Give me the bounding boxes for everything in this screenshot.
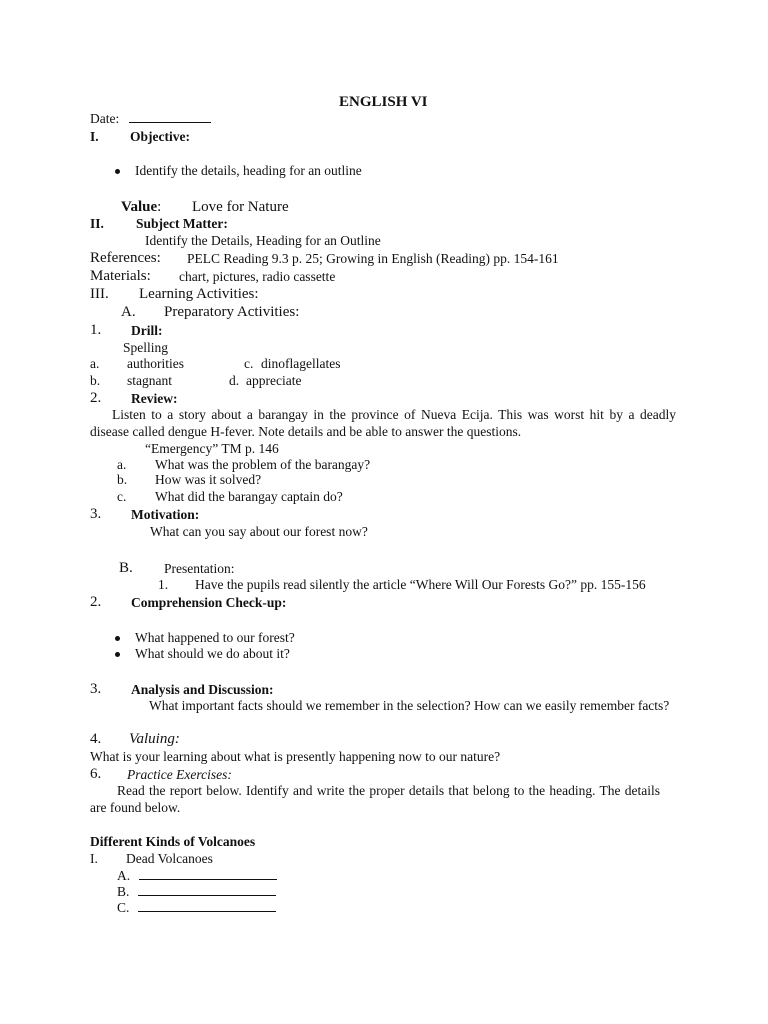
objective-item: Identify the details, heading for an outline [135, 163, 362, 178]
valuing-heading: Valuing: [129, 731, 180, 747]
practice-number: 6. [90, 766, 102, 782]
value-separator: : [157, 199, 162, 215]
valuing-number: 4. [90, 731, 102, 747]
value-line [121, 199, 161, 215]
comprehension-item: What should we do about it? [135, 646, 290, 661]
drill-letter: d. [229, 373, 240, 388]
subject-matter-number: II. [90, 216, 104, 231]
review-paragraph-text: Listen to a story about a barangay in the province of Nueva Ecija. This was worst hit by a deadly disease called dengue H-fever. Note details and be able to answer the questions. [90, 407, 676, 439]
motivation-number: 3. [90, 506, 102, 522]
date-blank [129, 111, 211, 123]
objective-heading: Objective: [130, 129, 190, 144]
answer-blank [138, 884, 276, 896]
blank-letter: C. [117, 900, 130, 915]
presentation-item: Have the pupils read silently the article “Where Will Our Forests Go?” pp. 155-156 [195, 577, 646, 592]
materials-label: Materials: [90, 268, 151, 284]
comprehension-item: What happened to our forest? [135, 630, 295, 645]
practice-paragraph [90, 783, 660, 816]
preparatory-letter: A. [121, 304, 136, 320]
value-label: Value [121, 199, 158, 215]
blank-letter: B. [117, 884, 130, 899]
drill-number: 1. [90, 322, 102, 338]
drill-letter: b. [90, 373, 101, 388]
motivation-heading: Motivation: [131, 507, 200, 522]
presentation-item-number: 1. [158, 577, 169, 592]
learning-number: III. [90, 286, 109, 302]
practice-paragraph-text: Read the report below. Identify and write the proper details that belong to the heading. The details are found below. [90, 783, 660, 815]
bullet-icon [115, 169, 120, 174]
review-question-letter: a. [117, 457, 127, 472]
review-number: 2. [90, 390, 102, 406]
value-text: Love for Nature [192, 199, 289, 215]
subject-matter-heading: Subject Matter: [136, 216, 228, 231]
drill-heading: Drill: [131, 323, 163, 338]
blank-item-b [117, 884, 276, 900]
analysis-paragraph [90, 698, 676, 715]
objective-number: I. [90, 129, 99, 144]
drill-word: authorities [127, 356, 184, 371]
drill-letter: c. [244, 356, 254, 371]
bullet-icon [115, 636, 120, 641]
blank-item-c [117, 900, 276, 916]
materials-text: chart, pictures, radio cassette [179, 269, 336, 284]
review-question: How was it solved? [155, 472, 262, 487]
blank-item-a [117, 868, 277, 884]
valuing-text: What is your learning about what is presently happening now to our nature? [90, 749, 501, 764]
references-label: References: [90, 250, 161, 266]
drill-letter: a. [90, 356, 100, 371]
answer-blank [139, 868, 277, 880]
volcanoes-heading: Different Kinds of Volcanoes [90, 834, 256, 849]
volcanoes-section-title: Dead Volcanoes [126, 851, 213, 866]
bullet-icon [115, 652, 120, 657]
date-label: Date: [90, 111, 120, 126]
drill-word: stagnant [127, 373, 172, 388]
analysis-number: 3. [90, 681, 102, 697]
date-line [90, 111, 211, 127]
references-text: PELC Reading 9.3 p. 25; Growing in English (Reading) pp. 154-161 [187, 251, 559, 266]
review-source: “Emergency” TM p. 146 [145, 441, 279, 456]
review-question-letter: c. [117, 489, 127, 504]
review-question: What was the problem of the barangay? [155, 457, 371, 472]
subject-topic: Identify the Details, Heading for an Outline [145, 233, 381, 248]
drill-word: dinoflagellates [261, 356, 341, 371]
review-heading: Review: [131, 391, 178, 406]
drill-word: appreciate [246, 373, 302, 388]
analysis-heading: Analysis and Discussion: [131, 682, 274, 697]
learning-heading: Learning Activities: [139, 286, 259, 302]
review-question-letter: b. [117, 472, 128, 487]
review-paragraph [90, 407, 676, 440]
preparatory-heading: Preparatory Activities: [164, 304, 300, 320]
practice-heading: Practice Exercises: [127, 767, 232, 782]
volcanoes-section-number: I. [90, 851, 98, 866]
review-question: What did the barangay captain do? [155, 489, 343, 504]
presentation-heading: Presentation: [164, 561, 235, 576]
answer-blank [138, 900, 276, 912]
blank-letter: A. [117, 868, 131, 883]
analysis-paragraph-text: What important facts should we remember in the selection? How can we easily remember facts? [149, 698, 670, 713]
comprehension-number: 2. [90, 594, 102, 610]
drill-subheading: Spelling [123, 340, 169, 355]
comprehension-heading: Comprehension Check-up: [131, 595, 287, 610]
page-title: ENGLISH VI [339, 94, 428, 110]
motivation-question: What can you say about our forest now? [150, 524, 368, 539]
presentation-letter: B. [119, 560, 133, 576]
